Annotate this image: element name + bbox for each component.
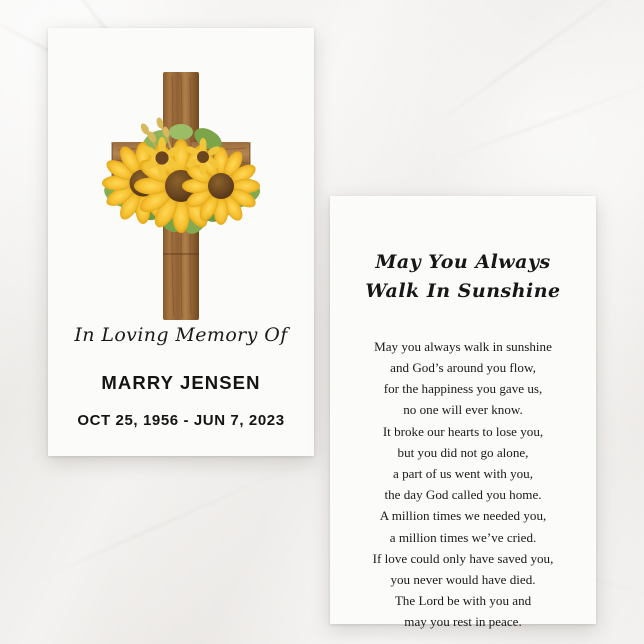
marble-vein [428,0,644,130]
verse-line: A million times we needed you, [379,508,547,524]
verse-line: may you rest in peace. [404,614,522,630]
verse-line: but you did not go alone, [397,444,529,460]
verse-line: you never would have died. [390,571,536,587]
verse-line: a million times we’ve cried. [389,529,537,545]
verse-line: no one will ever know. [403,402,523,418]
verse-line: May you always walk in sunshine [374,338,552,354]
verse-title-line-2: Walk In Sunshine [365,279,561,302]
wooden-cross-with-sunflowers-icon [48,46,314,326]
memorial-card-back [330,196,596,630]
marble-vein [437,79,644,162]
verse-title-line-1: May You Always [375,251,551,273]
verse-line: the day God called you home. [384,487,542,503]
verse-line: It broke our hearts to lose you, [382,423,544,439]
back-card-text-block [330,248,596,633]
verse-title [330,248,596,306]
deceased-name: MARRY JENSEN [101,372,261,393]
verse-line: for the happiness you gave us, [383,381,543,397]
verse-line: If love could only have saved you, [372,550,554,566]
memorial-card-front [48,28,314,456]
verse-body [330,336,596,633]
marble-vein [33,459,308,583]
verse-line: and God’s around you flow, [390,359,536,375]
verse-line: The Lord be with you and [394,593,532,609]
verse-line: a part of us went with you, [392,465,533,481]
deceased-dates: OCT 25, 1956 - JUN 7, 2023 [77,412,285,429]
front-card-text-block [48,324,314,429]
in-loving-memory-line: In Loving Memory Of [74,324,288,346]
